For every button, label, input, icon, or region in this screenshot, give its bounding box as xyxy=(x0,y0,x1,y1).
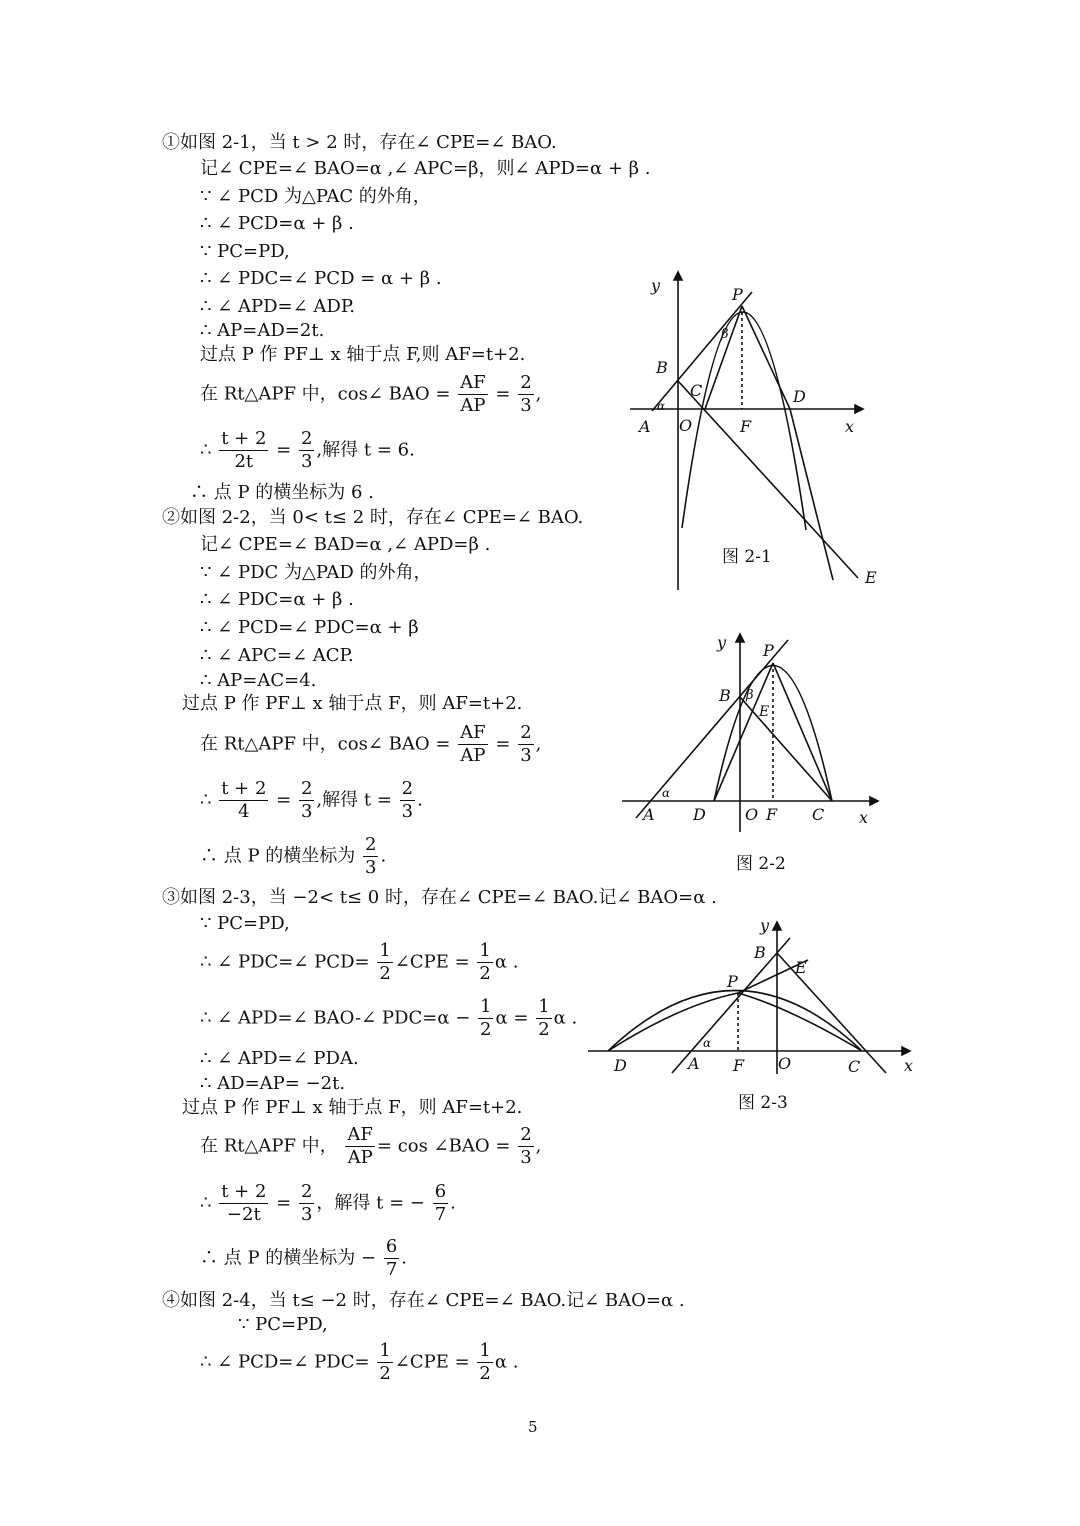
case4-line: ∵ PC=PD, xyxy=(238,1314,328,1335)
case2-cos-line: 在 Rt△APF 中，cos∠ BAO = $\frac{AF}{AP}$ = $\frac{2}{3}$ , xyxy=(200,722,542,766)
case2-line: ∴ AP=AC=4. xyxy=(200,670,317,691)
case2-line: 记∠ CPE=∠ BAD=α ,∠ APD=β . xyxy=(200,534,491,555)
fig3-label-F: F xyxy=(733,1056,745,1075)
fig2-label-y: y xyxy=(717,633,727,652)
figure-2-1-caption: 图 2-1 xyxy=(722,547,772,567)
case3-pdc-line: ∴ ∠ PDC=∠ PCD= $\frac{1}{2}$ ∠CPE = $\frac{1}{2}$ α . xyxy=(200,940,519,984)
fig2-label-P: P xyxy=(763,641,774,660)
fig3-label-O: O xyxy=(778,1054,792,1073)
case3-heading: ③如图 2-3，当 −2< t≤ 0 时，存在∠ CPE=∠ BAO.记∠ BAO=α . xyxy=(162,887,717,908)
fig2-label-C: C xyxy=(812,805,825,824)
fig3-label-A: A xyxy=(688,1054,700,1073)
fig2-label-D: D xyxy=(693,805,706,824)
case3-result: ∴ 点 P 的横坐标为 − $\frac{6}{7}$ . xyxy=(200,1236,408,1280)
fig1-label-F: F xyxy=(740,417,752,436)
fig2-label-B: B xyxy=(719,686,731,705)
case3-apd-line: ∴ ∠ APD=∠ BAO-∠ PDC=α − $\frac{1}{2}$ α = $\frac{1}{2}$ α . xyxy=(200,996,578,1040)
fig1-label-x: x xyxy=(845,417,855,436)
fig3-label-E: E xyxy=(795,958,807,977)
fig3-label-P: P xyxy=(727,972,738,991)
case2-result: ∴ 点 P 的横坐标为 $\frac{2}{3}$ . xyxy=(200,834,387,878)
fig2-label-alpha: α xyxy=(662,786,671,800)
fig3-label-alpha: α xyxy=(703,1036,712,1050)
fig1-label-y: y xyxy=(651,276,661,295)
case1-solve-line: ∴ $\frac{t + 2}{2t}$ = $\frac{2}{3}$ ,解得 t = 6. xyxy=(200,428,415,472)
case3-line: ∴ AD=AP= −2t. xyxy=(200,1073,346,1094)
fig1-label-E: E xyxy=(865,568,877,587)
case2-line: ∴ ∠ PCD=∠ PDC=α + β xyxy=(200,617,419,638)
fig2-label-A: A xyxy=(643,805,655,824)
figure-2-3-caption: 图 2-3 xyxy=(738,1093,788,1113)
case1-line: ∵ ∠ PCD 为△PAC 的外角， xyxy=(200,186,431,207)
fig2-label-F: F xyxy=(766,805,778,824)
fig1-label-O: O xyxy=(679,416,693,435)
fig1-label-A: A xyxy=(639,417,651,436)
case1-line: 记∠ CPE=∠ BAO=α ,∠ APC=β，则∠ APD=α + β . xyxy=(200,158,651,179)
case1-heading: ①如图 2-1，当 t > 2 时，存在∠ CPE=∠ BAO. xyxy=(162,132,557,153)
fig1-label-P: P xyxy=(732,285,743,304)
case3-line: ∵ PC=PD, xyxy=(200,913,290,934)
figure-2-2 xyxy=(615,630,880,835)
case3-solve-line: ∴ $\frac{t + 2}{-2t}$ = $\frac{2}{3}$ ，解得 t = − $\frac{6}{7}$ . xyxy=(200,1181,456,1225)
fig2-label-E: E xyxy=(759,704,770,720)
fig1-label-alpha: α xyxy=(657,399,666,413)
fig3-label-y: y xyxy=(760,916,770,935)
case2-line: ∴ ∠ APC=∠ ACP. xyxy=(200,645,354,666)
case1-line: ∴ ∠ PCD=α + β . xyxy=(200,213,354,234)
case4-heading: ④如图 2-4，当 t≤ −2 时，存在∠ CPE=∠ BAO.记∠ BAO=α . xyxy=(162,1290,685,1311)
case1-cos-line: 在 Rt△APF 中，cos∠ BAO = $\frac{AF}{AP}$ = $\frac{2}{3}$ , xyxy=(200,372,542,416)
case3-line: ∴ ∠ APD=∠ PDA. xyxy=(200,1048,359,1069)
fig2-label-x: x xyxy=(859,808,869,827)
case1-line: ∵ PC=PD, xyxy=(200,241,290,262)
fig3-label-x: x xyxy=(904,1056,914,1075)
fig3-label-D: D xyxy=(614,1056,627,1075)
case2-heading: ②如图 2-2，当 0< t≤ 2 时，存在∠ CPE=∠ BAO. xyxy=(162,507,584,528)
case1-line: ∴ ∠ PDC=∠ PCD = α + β . xyxy=(200,268,442,289)
fig2-label-beta: β xyxy=(746,688,754,703)
case2-line: ∵ ∠ PDC 为△PAD 的外角， xyxy=(200,562,432,583)
case3-line: 过点 P 作 PF⊥ x 轴于点 F，则 AF=t+2. xyxy=(182,1097,523,1118)
figure-2-2-caption: 图 2-2 xyxy=(736,854,786,874)
case2-line: 过点 P 作 PF⊥ x 轴于点 F，则 AF=t+2. xyxy=(182,693,523,714)
fig1-label-C: C xyxy=(690,381,703,400)
fig1-label-D: D xyxy=(793,387,806,406)
fig3-label-C: C xyxy=(848,1057,861,1076)
fig3-label-B: B xyxy=(754,943,766,962)
fig2-label-O: O xyxy=(745,805,759,824)
case2-solve-line: ∴ $\frac{t + 2}{4}$ = $\frac{2}{3}$ ,解得 t = $\frac{2}{3}$ . xyxy=(200,778,423,822)
case1-line: ∴ AP=AD=2t. xyxy=(200,320,325,341)
case1-line: 过点 P 作 PF⊥ x 轴于点 F,则 AF=t+2. xyxy=(200,344,526,365)
case4-pcd-line: ∴ ∠ PCD=∠ PDC= $\frac{1}{2}$ ∠CPE = $\frac{1}{2}$ α . xyxy=(200,1340,519,1384)
figure-2-3 xyxy=(585,912,915,1080)
page-number: 5 xyxy=(528,1418,538,1436)
fig1-label-B: B xyxy=(656,358,668,377)
case2-line: ∴ ∠ PDC=α + β . xyxy=(200,589,354,610)
fig1-label-beta: β xyxy=(721,327,729,342)
case1-result: ∴ 点 P 的横坐标为 6 . xyxy=(190,482,374,503)
case1-line: ∴ ∠ APD=∠ ADP. xyxy=(200,296,356,317)
case3-cos-line: 在 Rt△APF 中， $\frac{AF}{AP}$ = cos ∠BAO = $\frac{2}{3}$ , xyxy=(200,1124,542,1168)
